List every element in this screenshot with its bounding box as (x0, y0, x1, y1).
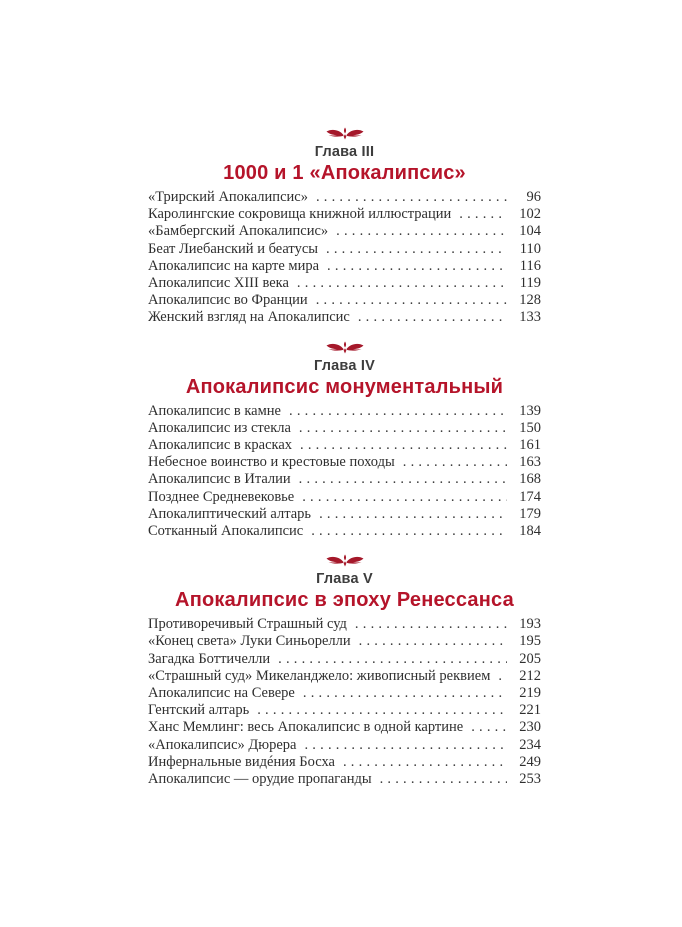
entry-page-number: 230 (519, 719, 541, 736)
entry-page-number: 133 (519, 309, 541, 326)
toc-section (148, 127, 541, 327)
winged-fleuron-icon (326, 341, 364, 354)
toc-entry (148, 223, 541, 240)
entry-page-number: 234 (519, 736, 541, 753)
entry-title: Апокалипсис из стекла (148, 419, 291, 436)
entry-title: Ханс Мемлинг: весь Апокалипсис в одной картине (148, 719, 464, 736)
toc-entry (148, 737, 541, 754)
dot-leader (358, 309, 507, 326)
dot-leader (316, 189, 507, 206)
toc-entry (148, 241, 541, 258)
dot-leader (359, 633, 507, 650)
dot-leader (302, 489, 507, 506)
entry-page-number: 161 (519, 437, 541, 454)
toc-section (148, 341, 541, 541)
dot-leader (289, 403, 507, 420)
entry-title: Апокалипсис в красках (148, 437, 293, 454)
dot-leader (319, 506, 507, 523)
entry-page-number: 119 (519, 275, 541, 292)
entry-list (148, 616, 541, 788)
entry-page-number: 116 (519, 257, 541, 274)
section-title: Апокалипсис в эпоху Ренессанса (175, 589, 514, 612)
entry-page-number: 221 (519, 702, 541, 719)
toc-entry (148, 685, 541, 702)
entry-title: «Трирский Апокалипсис» (148, 189, 308, 205)
entry-page-number: 253 (519, 771, 541, 788)
entry-title: Апокалипсис XIII века (148, 275, 289, 292)
dot-leader (278, 651, 507, 668)
dot-leader (403, 454, 507, 471)
toc-entry (148, 309, 541, 326)
toc-entry (148, 616, 541, 633)
toc-entry (148, 189, 541, 206)
chapter-label: Глава III (314, 144, 375, 160)
dot-leader (297, 275, 507, 292)
toc-entry (148, 489, 541, 506)
entry-title: Инфернальные видéния Босха (148, 753, 335, 770)
entry-page-number: 205 (519, 650, 541, 667)
entry-title: Апокалипсис — орудие пропаганды (148, 771, 372, 788)
entry-page-number: 163 (519, 454, 541, 471)
dot-leader (380, 771, 507, 788)
entry-title: «Бамбергский Апокалипсис» (148, 223, 329, 240)
toc-entry (148, 292, 541, 309)
entry-list (148, 189, 541, 327)
entry-title: «Страшный суд» Микеланджело: живописный реквием (148, 667, 491, 684)
entry-title: Женский взгляд на Апокалипсис (148, 309, 350, 326)
toc-entry (148, 771, 541, 788)
toc-entry (148, 702, 541, 719)
entry-title: Апокалипсис на карте мира (148, 257, 320, 274)
entry-title: «Конец света» Луки Синьорелли (148, 633, 351, 650)
dot-leader (326, 241, 507, 258)
toc-entry (148, 454, 541, 471)
entry-title: Гентский алтарь (148, 702, 250, 719)
toc-entry (148, 506, 541, 523)
dot-leader (257, 702, 507, 719)
dot-leader (327, 258, 507, 275)
entry-page-number: 139 (519, 402, 541, 419)
entry-title: Апокалипсис в камне (148, 402, 281, 419)
chapter-label: Глава IV (314, 357, 375, 374)
dot-leader (498, 668, 507, 685)
toc-entry (148, 754, 541, 771)
entry-title: Позднее Средневековье (148, 488, 295, 505)
dot-leader (300, 437, 507, 454)
dot-leader (336, 223, 507, 240)
dot-leader (459, 206, 507, 223)
entry-page-number: 168 (519, 471, 541, 488)
entry-title: Апокалиптический алтарь (148, 505, 312, 522)
entry-page-number: 184 (519, 523, 541, 540)
entry-page-number: 179 (519, 505, 541, 522)
toc-entry (148, 523, 541, 540)
dot-leader (299, 471, 507, 488)
toc-entry (148, 420, 541, 437)
entry-page-number: 102 (519, 206, 541, 223)
toc-content (148, 127, 541, 802)
entry-title: Беат Лиебанский и беатусы (148, 240, 319, 257)
entry-page-number: 174 (519, 488, 541, 505)
entry-title: Апокалипсис во Франции (148, 292, 308, 309)
toc-entry (148, 437, 541, 454)
entry-title: «Апокалипсис» Дюрера (148, 736, 297, 753)
toc-entry (148, 668, 541, 685)
dot-leader (299, 420, 507, 437)
dot-leader (343, 754, 507, 771)
entry-title: Загадка Боттичелли (148, 650, 271, 667)
toc-entry (148, 258, 541, 275)
entry-title: Небесное воинство и крестовые походы (148, 454, 395, 471)
winged-fleuron-icon (326, 127, 364, 140)
toc-entry (148, 471, 541, 488)
dot-leader (304, 737, 507, 754)
dot-leader (316, 292, 507, 309)
entry-page-number: 128 (519, 292, 541, 309)
entry-page-number: 150 (519, 419, 541, 436)
entry-page-number: 110 (519, 240, 541, 257)
toc-entry (148, 651, 541, 668)
chapter-label: Глава V (316, 571, 373, 588)
section-title: Апокалипсис монументальный (185, 375, 504, 398)
entry-list (148, 403, 541, 541)
winged-fleuron-icon (326, 554, 364, 567)
dot-leader (303, 685, 507, 702)
section-title: 1000 и 1 «Апокалипсис» (223, 162, 466, 184)
dot-leader (311, 523, 507, 540)
toc-entry (148, 719, 541, 736)
entry-page-number: 104 (519, 223, 541, 240)
entry-title: Апокалипсис на Севере (148, 685, 295, 702)
toc-entry (148, 275, 541, 292)
entry-title: Апокалипсис в Италии (148, 471, 291, 488)
toc-entry (148, 633, 541, 650)
dot-leader (355, 616, 507, 633)
toc-entry (148, 206, 541, 223)
dot-leader (471, 719, 507, 736)
entry-page-number: 96 (526, 189, 541, 205)
toc-entry (148, 403, 541, 420)
entry-title: Противоречивый Страшный суд (148, 616, 347, 633)
entry-page-number: 219 (519, 685, 541, 702)
entry-page-number: 193 (519, 616, 541, 633)
entry-page-number: 212 (519, 667, 541, 684)
toc-section (148, 554, 541, 788)
entry-title: Каролингские сокровища книжной иллюстрации (148, 206, 452, 223)
entry-page-number: 195 (519, 633, 541, 650)
entry-title: Сотканный Апокалипсис (148, 523, 304, 540)
entry-page-number: 249 (519, 753, 541, 770)
